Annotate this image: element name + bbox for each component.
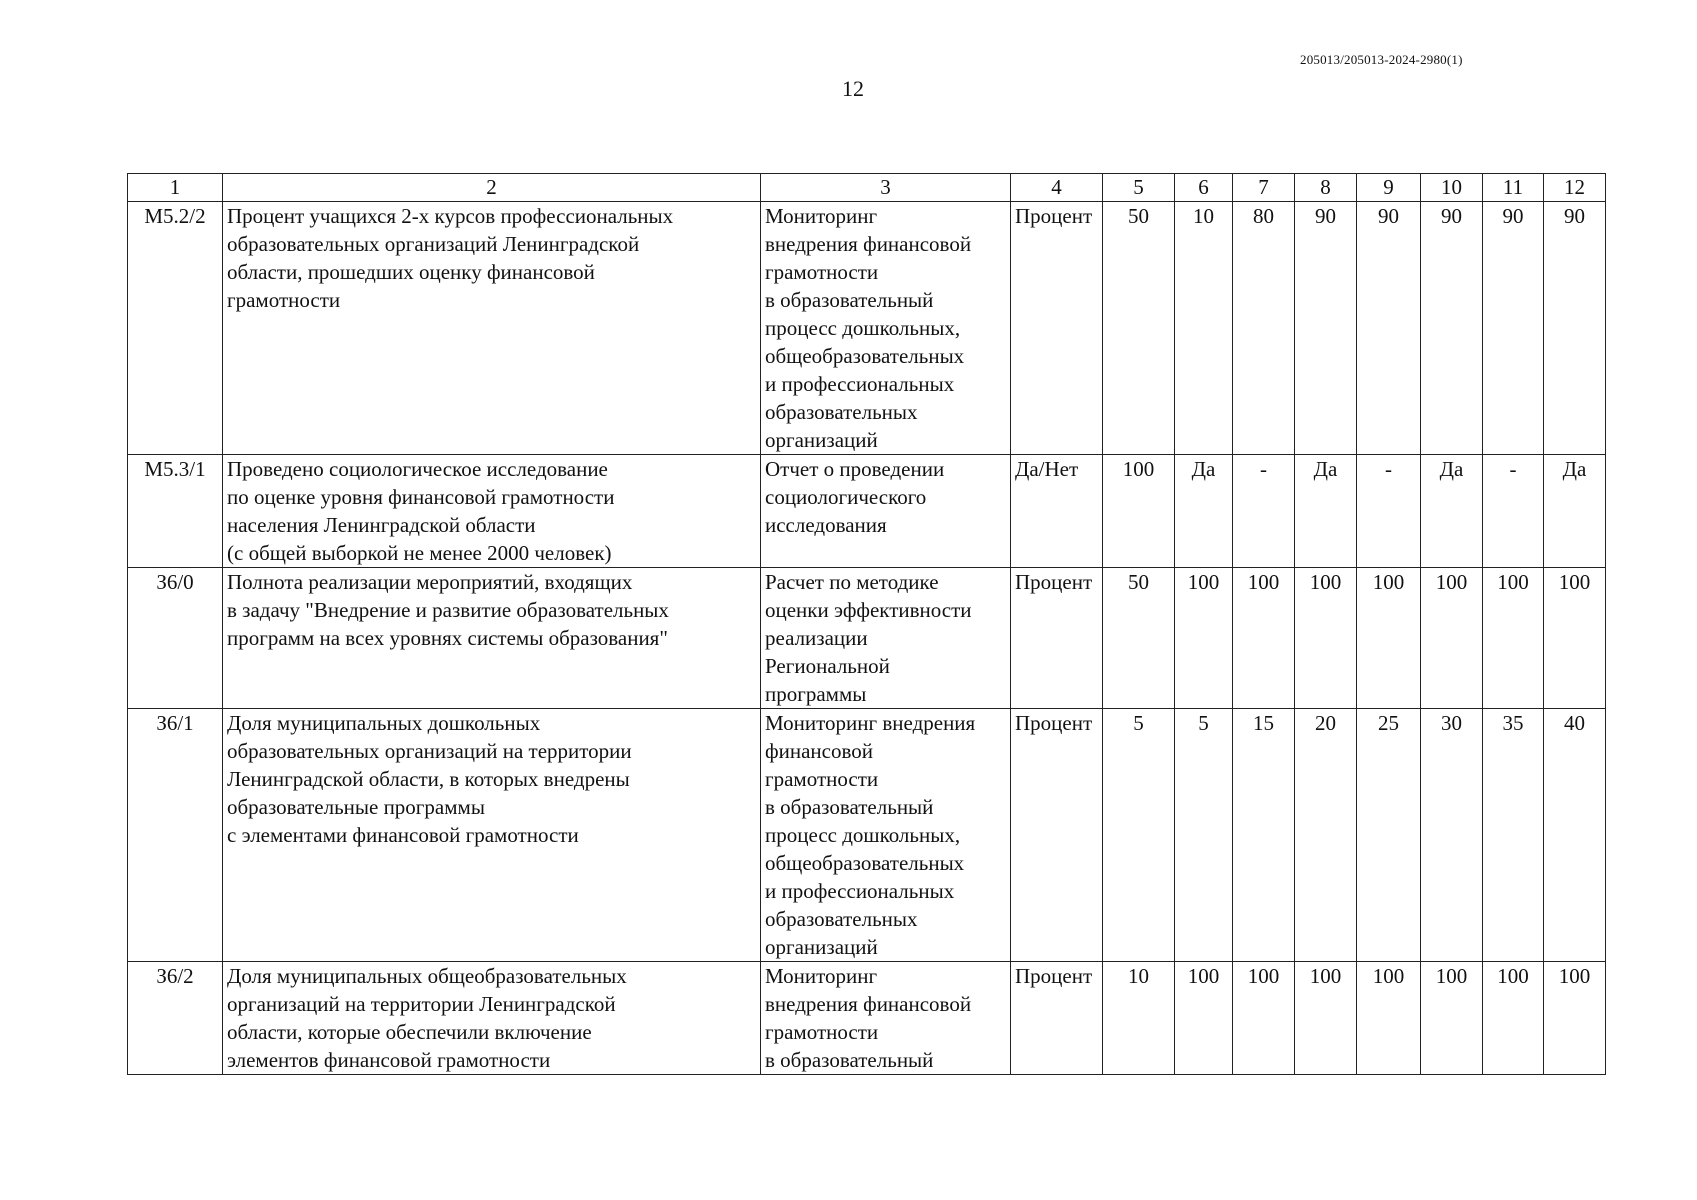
calculation-method-line: социологического [765,485,927,509]
indicator-value: Да [1544,455,1606,568]
indicator-name-line: Процент учащихся 2-х курсов профессиональных [227,204,674,228]
indicator-name-line: Доля муниципальных дошкольных [227,711,541,735]
calculation-method-line: в образовательный [765,795,934,819]
calculation-method [761,962,1011,1075]
indicator-value: 100 [1233,568,1295,709]
column-number: 10 [1421,174,1483,202]
indicator-value: 100 [1357,568,1421,709]
indicator-value: 90 [1483,202,1544,455]
indicator-value: 100 [1295,568,1357,709]
table-body [128,174,1606,1075]
calculation-method-line: Мониторинг внедрения [765,711,976,735]
calculation-method-line: в образовательный [765,1048,934,1072]
calculation-method-line: исследования [765,513,887,537]
calculation-method-line: общеобразовательных [765,344,965,368]
indicator-name-line: организаций на территории Ленинградской [227,992,616,1016]
column-numbers-row [128,174,1606,202]
indicator-name [223,962,761,1075]
calculation-method [761,202,1011,455]
indicator-value: 100 [1233,962,1295,1075]
indicator-value: 100 [1357,962,1421,1075]
indicator-code: М5.2/2 [128,202,223,455]
indicator-value: Да [1175,455,1233,568]
indicator-name-line: образовательных организаций на территории [227,739,632,763]
indicator-name-line: (с общей выборкой не менее 2000 человек) [227,541,612,565]
indicator-value: 100 [1103,455,1175,568]
indicator-value: 25 [1357,709,1421,962]
indicator-name-line: Полнота реализации мероприятий, входящих [227,570,633,594]
calculation-method-line: финансовой [765,739,873,763]
indicator-value: 90 [1357,202,1421,455]
indicator-name [223,202,761,455]
indicator-value: 90 [1295,202,1357,455]
indicator-name-line: образовательных организаций Ленинградской [227,232,640,256]
column-number: 1 [128,174,223,202]
indicator-name-line: области, которые обеспечили включение [227,1020,592,1044]
calculation-method-line: организаций [765,428,878,452]
indicator-value: - [1233,455,1295,568]
indicator-name-line: населения Ленинградской области [227,513,536,537]
calculation-method [761,568,1011,709]
unit-of-measure: Процент [1011,962,1103,1075]
indicator-value: 100 [1175,568,1233,709]
indicator-value: 100 [1483,962,1544,1075]
calculation-method-line: организаций [765,935,878,959]
calculation-method-line: оценки эффективности [765,598,972,622]
unit-of-measure: Процент [1011,202,1103,455]
column-number: 11 [1483,174,1544,202]
column-number: 4 [1011,174,1103,202]
indicator-value: 90 [1421,202,1483,455]
indicator-value: 50 [1103,568,1175,709]
calculation-method-line: внедрения финансовой [765,992,972,1016]
calculation-method-line: в образовательный [765,288,934,312]
calculation-method-line: процесс дошкольных, [765,823,961,847]
unit-of-measure: Процент [1011,568,1103,709]
table-row [128,455,1606,568]
indicator-value: 100 [1295,962,1357,1075]
indicator-name-line: Доля муниципальных общеобразовательных [227,964,627,988]
column-number: 6 [1175,174,1233,202]
indicator-value: Да [1421,455,1483,568]
indicator-name [223,709,761,962]
indicator-value: 100 [1544,568,1606,709]
indicator-code: М5.3/1 [128,455,223,568]
column-number: 3 [761,174,1011,202]
indicator-value: 100 [1421,568,1483,709]
indicator-name-line: элементов финансовой грамотности [227,1048,551,1072]
calculation-method-line: и профессиональных [765,879,955,903]
indicator-code: З6/2 [128,962,223,1075]
indicator-value: 15 [1233,709,1295,962]
indicator-value: 40 [1544,709,1606,962]
indicator-value: 100 [1175,962,1233,1075]
column-number: 9 [1357,174,1421,202]
indicator-value: 100 [1544,962,1606,1075]
calculation-method-line: образовательных [765,907,918,931]
calculation-method-line: Региональной [765,654,890,678]
indicators-table [127,173,1606,1075]
calculation-method-line: реализации [765,626,868,650]
document-id: 205013/205013-2024-2980(1) [1300,52,1463,67]
indicator-code: З6/1 [128,709,223,962]
indicator-value: 100 [1421,962,1483,1075]
column-number: 12 [1544,174,1606,202]
table-row [128,962,1606,1075]
table-row [128,709,1606,962]
indicator-value: - [1357,455,1421,568]
indicator-name-line: программ на всех уровнях системы образования" [227,626,668,650]
calculation-method-line: Отчет о проведении [765,457,945,481]
calculation-method [761,709,1011,962]
table-row [128,202,1606,455]
indicator-name [223,568,761,709]
calculation-method-line: процесс дошкольных, [765,316,961,340]
indicator-value: 10 [1103,962,1175,1075]
indicator-value: - [1483,455,1544,568]
calculation-method-line: и профессиональных [765,372,955,396]
calculation-method-line: грамотности [765,260,879,284]
indicator-code: З6/0 [128,568,223,709]
calculation-method-line: программы [765,682,867,706]
unit-of-measure: Да/Нет [1011,455,1103,568]
calculation-method-line: грамотности [765,1020,879,1044]
calculation-method-line: образовательных [765,400,918,424]
indicator-value: 20 [1295,709,1357,962]
indicator-value: 30 [1421,709,1483,962]
indicator-name-line: по оценке уровня финансовой грамотности [227,485,615,509]
calculation-method-line: грамотности [765,767,879,791]
indicator-name [223,455,761,568]
page-number: 12 [842,76,864,101]
calculation-method-line: Мониторинг [765,964,878,988]
calculation-method-line: Мониторинг [765,204,878,228]
unit-of-measure: Процент [1011,709,1103,962]
indicator-value: 5 [1103,709,1175,962]
column-number: 2 [223,174,761,202]
column-number: 8 [1295,174,1357,202]
indicator-name-line: Проведено социологическое исследование [227,457,608,481]
calculation-method-line: внедрения финансовой [765,232,972,256]
indicator-value: 90 [1544,202,1606,455]
indicator-name-line: грамотности [227,288,341,312]
indicator-name-line: образовательные программы [227,795,485,819]
indicator-value: 35 [1483,709,1544,962]
calculation-method [761,455,1011,568]
indicator-value: 100 [1483,568,1544,709]
calculation-method-line: общеобразовательных [765,851,965,875]
table-row [128,568,1606,709]
indicator-value: 10 [1175,202,1233,455]
indicator-value: 80 [1233,202,1295,455]
indicator-value: 50 [1103,202,1175,455]
indicator-name-line: области, прошедших оценку финансовой [227,260,595,284]
indicator-name-line: Ленинградской области, в которых внедрены [227,767,630,791]
indicator-name-line: с элементами финансовой грамотности [227,823,579,847]
indicator-name-line: в задачу "Внедрение и развитие образовательных [227,598,669,622]
indicator-value: Да [1295,455,1357,568]
column-number: 5 [1103,174,1175,202]
column-number: 7 [1233,174,1295,202]
calculation-method-line: Расчет по методике [765,570,939,594]
indicator-value: 5 [1175,709,1233,962]
